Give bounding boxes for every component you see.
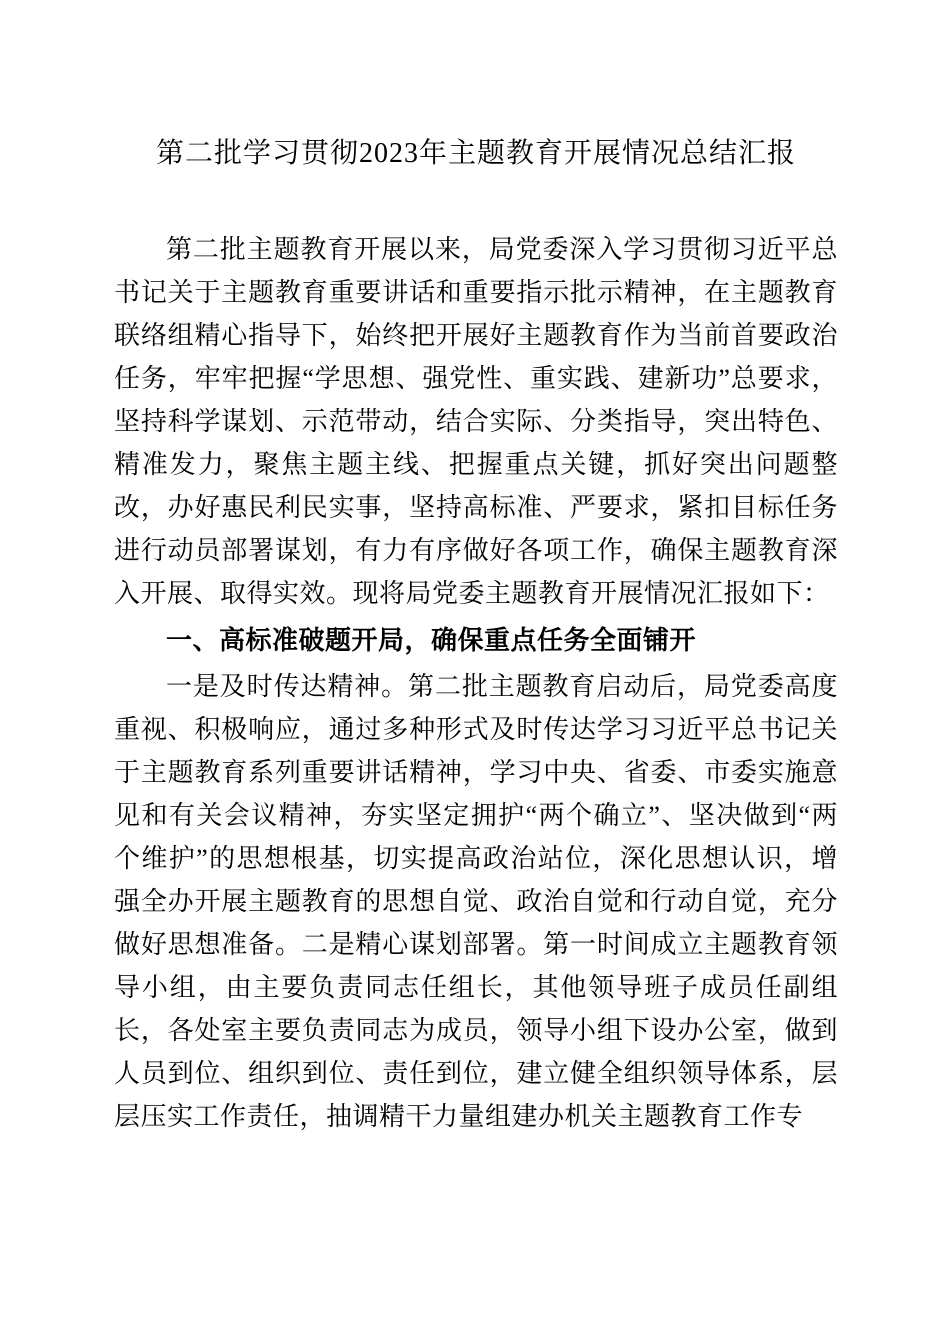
intro-paragraph: 第二批主题教育开展以来，局党委深入学习贯彻习近平总书记关于主题教育重要讲话和重要指示批示精神，在主题教育联络组精心指导下，始终把开展好主题教育作为当前首要政治任务，牢牢把握“学思想、强党性、重实践、建新功”总要求，坚持科学谋划、示范带动，结合实际、分类指导，突出特色、精准发力，聚焦主题主线、把握重点关键，抓好突出问题整改，办好惠民利民实事，坚持高标准、严要求，紧扣目标任务进行动员部署谋划，有力有序做好各项工作，确保主题教育深入开展、取得实效。现将局党委主题教育开展情况汇报如下： bbox=[114, 235, 838, 608]
section-1-heading: 一、高标准破题开局，确保重点任务全面铺开 bbox=[166, 625, 697, 655]
document-title: 第二批学习贯彻2023年主题教育开展情况总结汇报 bbox=[155, 138, 796, 169]
section-1-paragraph: 一是及时传达精神。第二批主题教育启动后，局党委高度重视、积极响应，通过多种形式及时传达学习习近平总书记关于主题教育系列重要讲话精神，学习中央、省委、市委实施意见和有关会议精神，夯实坚定拥护“两个确立”、坚决做到“两个维护”的思想根基，切实提高政治站位，深化思想认识，增强全办开展主题教育的思想自觉、政治自觉和行动自觉，充分做好思想准备。二是精心谋划部署。第一时间成立主题教育领导小组，由主要负责同志任组长，其他领导班子成员任副组长，各处室主要负责同志为成员，领导小组下设办公室，做到人员到位、组织到位、责任到位，建立健全组织领导体系，层层压实工作责任，抽调精干力量组建办机关主题教育工作专 bbox=[114, 672, 838, 1131]
